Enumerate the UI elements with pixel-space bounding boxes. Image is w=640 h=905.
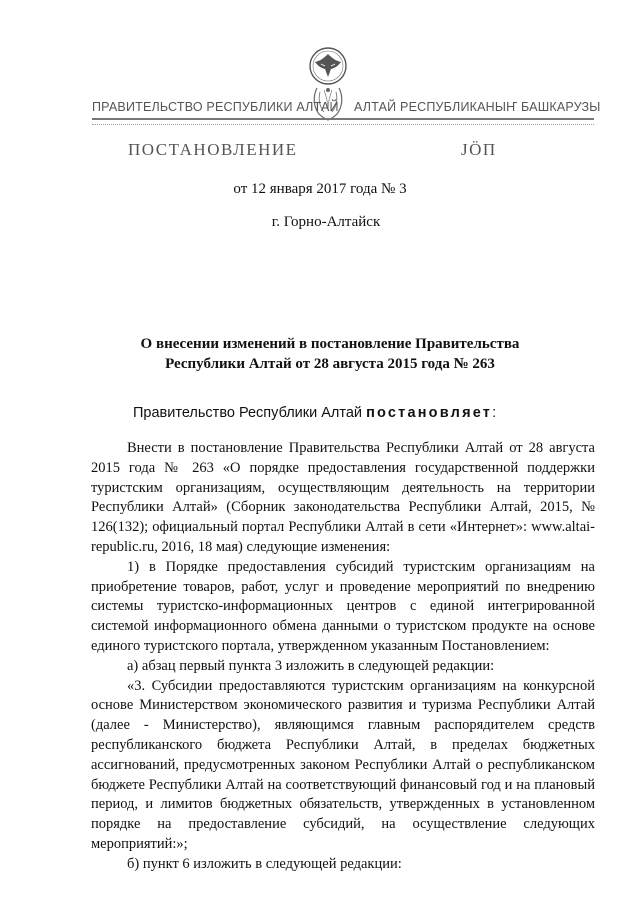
body-paragraph-quote-3: «3. Субсидии предоставляются туристским организациям на конкурсной основе Министерством экономического развития и туризма Республики Алтай (далее - Министерство), являющимся главным распорядителем средств республиканского бюджета Республики Алтай, в пределах бюджетных ассигнований, предусмотренных законом Республики Алтай о республиканском бюджете Республики Алтай на соответствующий финансовый год и на плановый период, и лимитов бюджетных обязательств, утвержденных в установленном порядке на предоставление субсидий, на осуществление следующих мероприятий:»; (91, 677, 595, 852)
organization-name-russian: ПРАВИТЕЛЬСТВО РЕСПУБЛИКИ АЛТАЙ (92, 100, 339, 114)
decree-clause (133, 405, 496, 421)
body-paragraph-intro: Внести в постановление Правительства Республики Алтай от 28 августа 2015 года № 263 «О порядке предоставления государственной поддержки туристским организациям, осуществляющим деятельность на территории Республики Алтай» (Сборник законодательства Республики Алтай, 2015, № 126(132); официальный портал Республики Алтай в сети «Интернет»: www.altai-republic.ru, 2016, 18 мая) следующие изменения: (91, 440, 595, 555)
document-type-russian: ПОСТАНОВЛЕНИЕ (128, 140, 298, 159)
document-body (91, 439, 595, 875)
document-city: г. Горно-Алтайск (271, 214, 381, 230)
decree-colon: : (492, 405, 497, 421)
body-paragraph-item-1: 1) в Порядке предоставления субсидий туристским организациям на приобретение товаров, работ, услуг и проведение мероприятий по внедрению системы туристско-информационных центров с единой интегрированной системой информационного обмена данными о туристском продукте на основе единого туристского портала, утвержденном указанным Постановлением: (91, 558, 595, 654)
body-paragraph-item-a: а) абзац первый пункта 3 изложить в следующей редакции: (127, 657, 495, 674)
document-title: О внесении изменений в постановление Правительства Республики Алтай от 28 августа 2015 года № 263 (140, 336, 520, 372)
decree-subject: Правительство Республики Алтай (133, 405, 363, 421)
body-paragraph-item-b: б) пункт 6 изложить в следующей редакции: (127, 855, 402, 872)
organization-name-altai: АЛТАЙ РЕСПУБЛИКАНЫҤ БАШКАРУЗЫ (354, 100, 601, 114)
decree-verb: постановляет (366, 405, 493, 421)
document-type-altai: JӦП (461, 140, 497, 159)
header-divider (92, 118, 594, 120)
coat-of-arms-emblem-icon (307, 44, 349, 128)
document-date-number: от 12 января 2017 года № 3 (233, 181, 407, 197)
header-divider-dotted (92, 124, 594, 125)
